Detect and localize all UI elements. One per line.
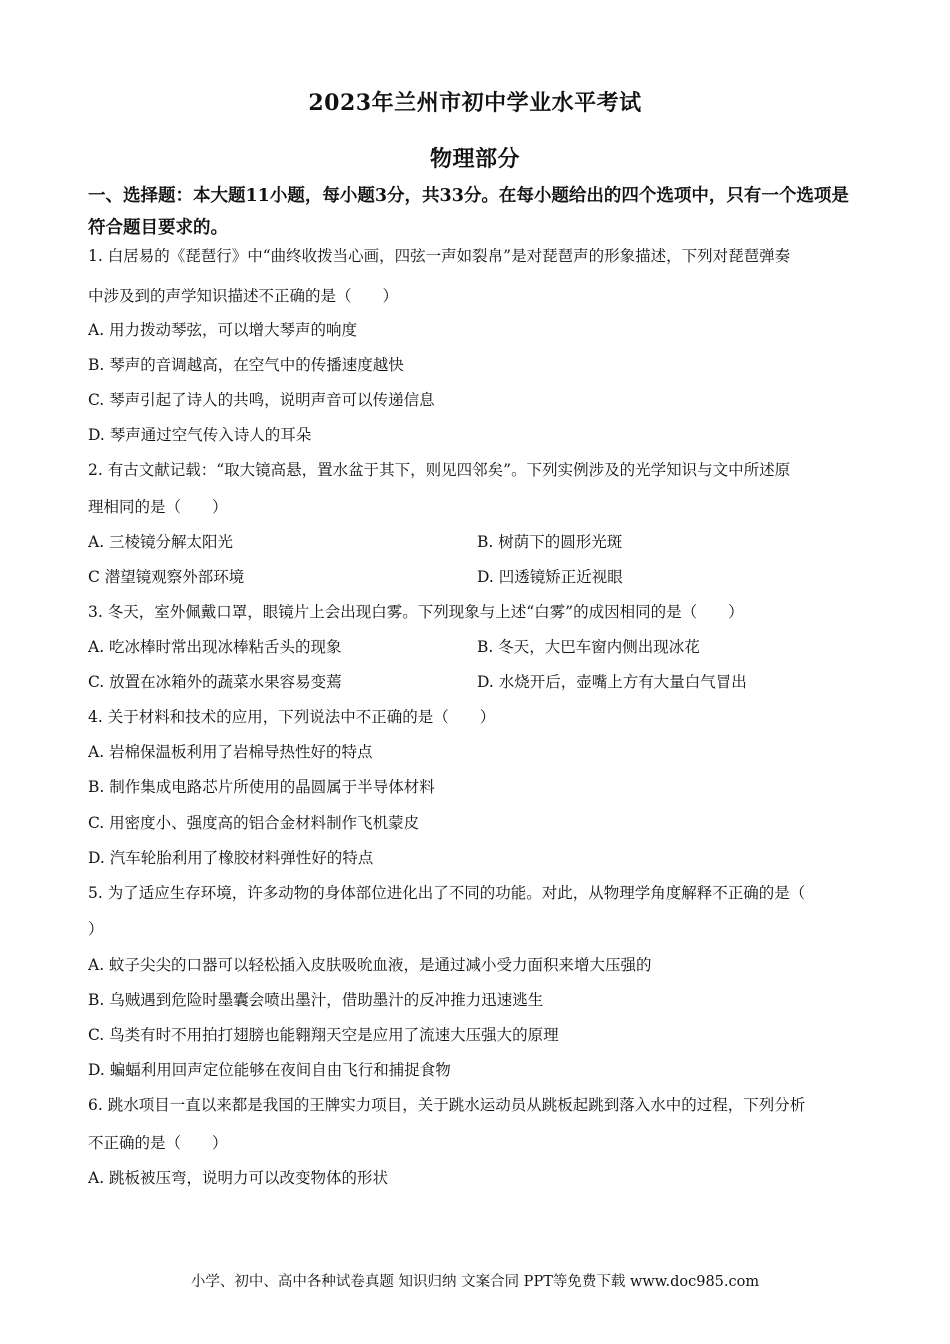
q1-option-a: A. 用力拨动琴弦，可以增大琴声的响度 [88, 321, 358, 339]
q3-option-a: A. 吃冰棒时常出现冰棒粘舌头的现象 [88, 638, 342, 656]
exam-subtitle: 物理部分 [429, 146, 520, 172]
q5-option-a: A. 蚊子尖尖的口器可以轻松插入皮肤吸吮血液，是通过减小受力面积来增大压强的 [88, 956, 652, 974]
q5-option-b: B. 乌贼遇到危险时墨囊会喷出墨汁，借助墨汁的反冲推力迅速逃生 [88, 991, 544, 1009]
q2-option-b: B. 树荫下的圆形光斑 [477, 533, 623, 551]
q4-option-b: B. 制作集成电路芯片所使用的晶圆属于半导体材料 [88, 778, 435, 796]
q2-option-d: D. 凹透镜矫正近视眼 [477, 568, 623, 586]
q3-stem: 3. 冬天，室外佩戴口罩，眼镜片上会出现白雾。下列现象与上述“白雾”的成因相同的是（ ） [88, 603, 744, 621]
page-footer: 小学、初中、高中各种试卷真题 知识归纳 文案合同 PPT等免费下载 www.doc985.com [190, 1274, 760, 1290]
q1-option-b: B. 琴声的音调越高，在空气中的传播速度越快 [88, 356, 404, 374]
q6-option-a: A. 跳板被压弯，说明力可以改变物体的形状 [88, 1169, 389, 1187]
q4-option-d: D. 汽车轮胎利用了橡胶材料弹性好的特点 [88, 849, 374, 867]
q3-option-b: B. 冬天，大巴车窗内侧出现冰花 [477, 638, 700, 656]
q2-option-a: A. 三棱镜分解太阳光 [88, 533, 234, 551]
q2-stem-line2: 理相同的是（ ） [88, 498, 228, 516]
q2-stem-line1: 2. 有古文献记载：“取大镜高悬，置水盆于其下，则见四邻矣”。下列实例涉及的光学知识与文中所述原 [88, 461, 791, 479]
q2-option-c: C 潜望镜观察外部环境 [88, 568, 245, 586]
q1-stem-line2: 中涉及到的声学知识描述不正确的是（ ） [88, 287, 399, 305]
q4-stem: 4. 关于材料和技术的应用，下列说法中不正确的是（ ） [88, 708, 496, 726]
q5-stem-line2: ） [88, 920, 104, 938]
q5-option-d: D. 蝙蝠利用回声定位能够在夜间自由飞行和捕捉食物 [88, 1061, 451, 1079]
q4-option-a: A. 岩棉保温板利用了岩棉导热性好的特点 [88, 743, 373, 761]
q1-option-d: D. 琴声通过空气传入诗人的耳朵 [88, 426, 312, 444]
q6-stem-line2: 不正确的是（ ） [88, 1134, 228, 1152]
q5-option-c: C. 鸟类有时不用拍打翅膀也能翱翔天空是应用了流速大压强大的原理 [88, 1026, 559, 1044]
q3-option-d: D. 水烧开后，壶嘴上方有大量白气冒出 [477, 673, 747, 691]
q1-stem-line1: 1. 白居易的《琵琶行》中“曲终收拨当心画，四弦一声如裂帛”是对琵琶声的形象描述，下列对琵琶弹奏 [88, 247, 791, 265]
q3-option-c: C. 放置在冰箱外的蔬菜水果容易变蔫 [88, 673, 342, 691]
q4-option-c: C. 用密度小、强度高的铝合金材料制作飞机蒙皮 [88, 814, 420, 832]
exam-title: 2023年兰州市初中学业水平考试 [308, 90, 642, 116]
section-heading: 一、选择题：本大题11小题，每小题3分，共33分。在每小题给出的四个选项中，只有一个选项是符合题目要求的。 [88, 186, 849, 238]
q1-option-c: C. 琴声引起了诗人的共鸣，说明声音可以传递信息 [88, 391, 435, 409]
q6-stem-line1: 6. 跳水项目一直以来都是我国的王牌实力项目，关于跳水运动员从跳板起跳到落入水中的过程，下列分析 [88, 1096, 806, 1114]
q5-stem-line1: 5. 为了适应生存环境，许多动物的身体部位进化出了不同的功能。对此，从物理学角度解释不正确的是（ [88, 884, 806, 902]
